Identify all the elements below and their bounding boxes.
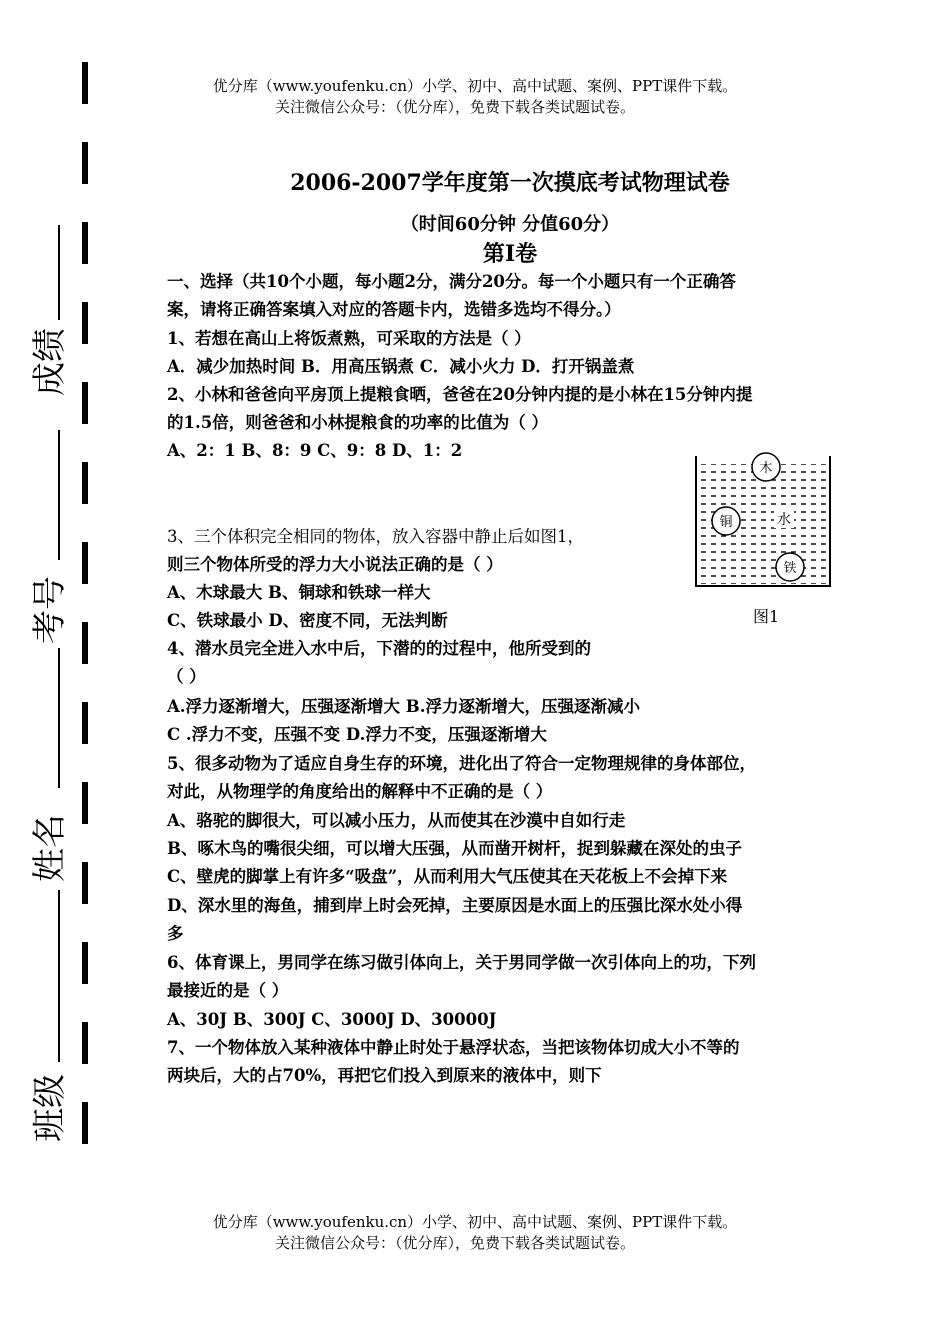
exam-title: 2006-2007学年度第一次摸底考试物理试卷 <box>290 170 730 196</box>
page-footer <box>0 1212 950 1254</box>
binding-dash <box>82 382 88 424</box>
question-5-option-d-cont: 多 <box>167 924 184 943</box>
score-label: 成绩 <box>30 328 70 396</box>
question-4-line-2: （ ） <box>167 667 206 686</box>
iron-ball-label: 铁 <box>783 561 797 576</box>
question-6-line-1: 6、体育课上，男同学在练习做引体向上，关于男同学做一次引体向上的功，下列 <box>167 953 756 972</box>
binding-dash <box>82 782 88 824</box>
name-label: 姓名 <box>30 814 70 882</box>
volume-heading: 第Ⅰ卷 <box>482 241 538 267</box>
binding-dash <box>82 142 88 184</box>
question-1: 1、若想在高山上将饭煮熟，可采取的方法是（ ） <box>167 329 531 348</box>
binding-dash <box>82 62 88 104</box>
question-4-line-1: 4、潜水员完全进入水中后，下潜的的过程中，他所受到的 <box>167 639 591 658</box>
wood-ball-label: 木 <box>759 461 773 476</box>
binding-dash <box>82 702 88 744</box>
question-5-option-d: D、深水里的海鱼，捕到岸上时会死掉，主要原因是水面上的压强比深水处小得 <box>167 896 743 915</box>
footer-line-2: 关注微信公众号：（优分库），免费下载各类试题试卷。 <box>274 1234 635 1252</box>
question-2-line-1: 2、小林和爸爸向平房顶上提粮食晒，爸爸在20分钟内提的是小林在15分钟内提 <box>167 385 753 404</box>
question-5-option-a: A、骆驼的脚很大，可以减小压力，从而使其在沙漠中自如行走 <box>167 811 626 830</box>
binding-dash <box>82 222 88 264</box>
figure-1-caption: 图1 <box>753 607 780 626</box>
header-line-1: 优分库（www.youfenku.cn）小学、初中、高中试题、案例、PPT课件下载。 <box>212 77 738 95</box>
question-4-options-2: C .浮力不变，压强不变 D.浮力不变，压强逐渐增大 <box>167 725 547 744</box>
question-2-line-2: 的1.5倍，则爸爸和小林提粮食的功率的比值为（ ） <box>167 413 548 432</box>
binding-dash <box>82 302 88 344</box>
question-4-options-1: A.浮力逐渐增大，压强逐渐增大 B.浮力逐渐增大，压强逐渐减小 <box>167 697 640 716</box>
question-2-options: A、2：1 B、8：9 C、9：8 D、1：2 <box>167 441 463 460</box>
footer-line-1: 优分库（www.youfenku.cn）小学、初中、高中试题、案例、PPT课件下载。 <box>212 1213 738 1231</box>
question-5-option-b: B、啄木鸟的嘴很尖细，可以增大压强，从而凿开树杆，捉到躲藏在深处的虫子 <box>167 839 742 858</box>
question-5-line-1: 5、很多动物为了适应自身生存的环境，进化出了符合一定物理规律的身体部位， <box>167 754 756 773</box>
binding-dash <box>82 462 88 504</box>
binding-dash <box>82 1102 88 1144</box>
name-blank-line <box>58 648 60 788</box>
section-instructions-line-1: 一、选择（共10个小题，每小题2分，满分20分。每一个小题只有一个正确答 <box>167 272 736 291</box>
binding-dash <box>82 942 88 984</box>
question-3-options-1: A、木球最大 B、铜球和铁球一样大 <box>167 583 431 602</box>
question-7-line-2: 两块后，大的占70%，再把它们投入到原来的液体中，则下 <box>167 1066 602 1085</box>
exam-no-blank-line <box>58 430 60 560</box>
question-7-line-1: 7、一个物体放入某种液体中静止时处于悬浮状态，当把该物体切成大小不等的 <box>167 1038 740 1057</box>
binding-dash <box>82 622 88 664</box>
binding-dash <box>82 862 88 904</box>
score-blank-line <box>58 225 60 320</box>
exam-subtitle: （时间60分钟 分值60分） <box>400 214 620 235</box>
question-5-line-2: 对此，从物理学的角度给出的解释中不正确的是（ ） <box>167 782 553 801</box>
question-1-options: A．减少加热时间 B．用高压锅煮 C．减小火力 D．打开锅盖煮 <box>167 357 635 376</box>
page-header <box>0 76 950 118</box>
header-line-2: 关注微信公众号：（优分库），免费下载各类试题试卷。 <box>274 98 635 116</box>
question-3-line-2: 则三个物体所受的浮力大小说法正确的是（ ） <box>167 555 503 574</box>
figure-1-container-diagram <box>690 452 842 594</box>
question-3-line-1: 3、三个体积完全相同的物体，放入容器中静止后如图1， <box>167 527 584 546</box>
class-blank-line <box>58 890 60 1062</box>
binding-dash <box>82 542 88 584</box>
question-6-options: A、30J B、300J C、3000J D、30000J <box>167 1010 497 1029</box>
binding-dash <box>82 1022 88 1064</box>
class-label: 班级 <box>30 1074 70 1142</box>
copper-ball-label: 铜 <box>719 515 733 530</box>
section-instructions-line-2: 案，请将正确答案填入对应的答题卡内，选错多选均不得分。） <box>167 300 621 319</box>
question-5-option-c: C、壁虎的脚掌上有许多“吸盘”，从而利用大气压使其在天花板上不会掉下来 <box>167 867 728 886</box>
question-6-line-2: 最接近的是（ ） <box>167 981 289 1000</box>
question-3-options-2: C、铁球最小 D、密度不同，无法判断 <box>167 611 448 630</box>
water-label: 水 <box>777 512 791 528</box>
exam-no-label: 考号 <box>30 576 70 644</box>
